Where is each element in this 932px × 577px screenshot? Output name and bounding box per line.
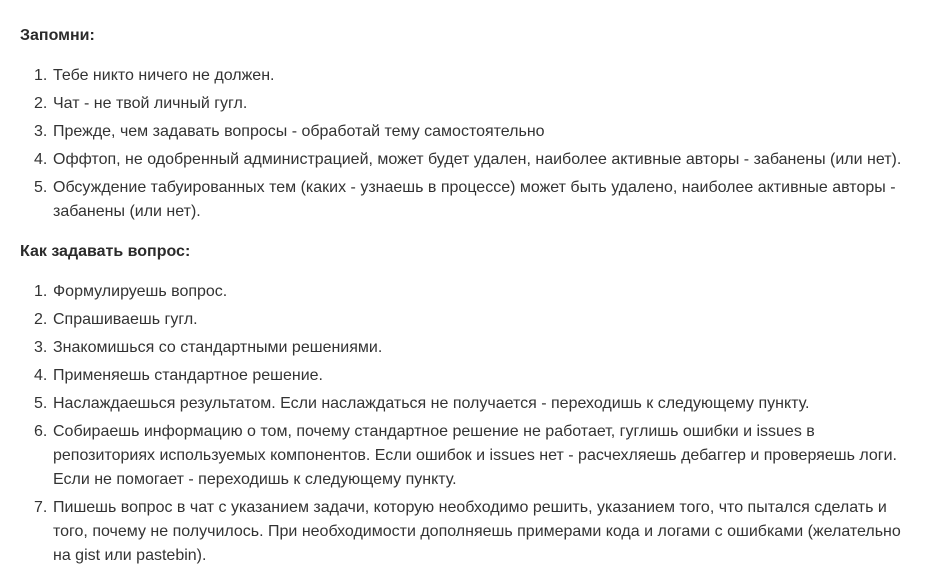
list-item xyxy=(34,92,919,116)
list-item-text: Чат - не твой личный гугл. xyxy=(53,95,248,112)
list-item-text: Оффтоп, не одобренный администрацией, может будет удален, наиболее активные авторы - забанены (или нет). xyxy=(53,151,902,168)
list-item xyxy=(34,308,919,332)
list-item xyxy=(34,64,919,88)
list-item-number: 1. xyxy=(34,283,48,300)
list-item xyxy=(34,364,919,388)
list-item-text: Обсуждение табуированных тем (каких - узнаешь в процессе) может быть удалено, наиболее активные авторы - забанены (или нет). xyxy=(53,179,896,220)
list-item xyxy=(34,392,919,416)
list-item xyxy=(34,148,919,172)
list-remember xyxy=(20,64,932,224)
list-item-number: 2. xyxy=(34,311,48,328)
list-item-number: 2. xyxy=(34,95,48,112)
list-item xyxy=(34,420,919,492)
list-item-text: Знакомишься со стандартными решениями. xyxy=(53,339,383,356)
list-item-number: 3. xyxy=(34,339,48,356)
list-item-text: Спрашиваешь гугл. xyxy=(53,311,198,328)
list-item-text: Наслаждаешься результатом. Если наслаждаться не получается - переходишь к следующему пункту. xyxy=(53,395,810,412)
list-item-text: Применяешь стандартное решение. xyxy=(53,367,323,384)
list-item-number: 5. xyxy=(34,179,48,196)
list-item-number: 4. xyxy=(34,367,48,384)
list-item-text: Прежде, чем задавать вопросы - обработай тему самостоятельно xyxy=(53,123,545,140)
list-item xyxy=(34,496,919,568)
list-item-number: 4. xyxy=(34,151,48,168)
list-how-to-ask xyxy=(20,280,932,568)
list-item-number: 6. xyxy=(34,423,48,440)
list-item-number: 5. xyxy=(34,395,48,412)
list-item xyxy=(34,336,919,360)
heading-how-to-ask: Как задавать вопрос: xyxy=(20,243,191,260)
list-item-number: 7. xyxy=(34,499,48,516)
list-item-number: 3. xyxy=(34,123,48,140)
list-item xyxy=(34,176,919,224)
list-item-number: 1. xyxy=(34,67,48,84)
heading-remember: Запомни: xyxy=(20,27,95,44)
list-item xyxy=(34,120,919,144)
list-item xyxy=(34,280,919,304)
list-item-text: Тебе никто ничего не должен. xyxy=(53,67,275,84)
list-item-text: Пишешь вопрос в чат с указанием задачи, которую необходимо решить, указанием того, что пытался сделать и того, почему не получилось. При необходимости дополняешь примерами кода и логами с ошибками (желательно на gist или pastebin). xyxy=(53,499,901,564)
list-item-text: Собираешь информацию о том, почему стандартное решение не работает, гуглишь ошибки и issues в репозиториях используемых компонентов. Если ошибок и issues нет - расчехляешь дебаггер и проверяешь логи. Если не помогает - переходишь к следующему пункту. xyxy=(53,423,897,488)
list-item-text: Формулируешь вопрос. xyxy=(53,283,228,300)
